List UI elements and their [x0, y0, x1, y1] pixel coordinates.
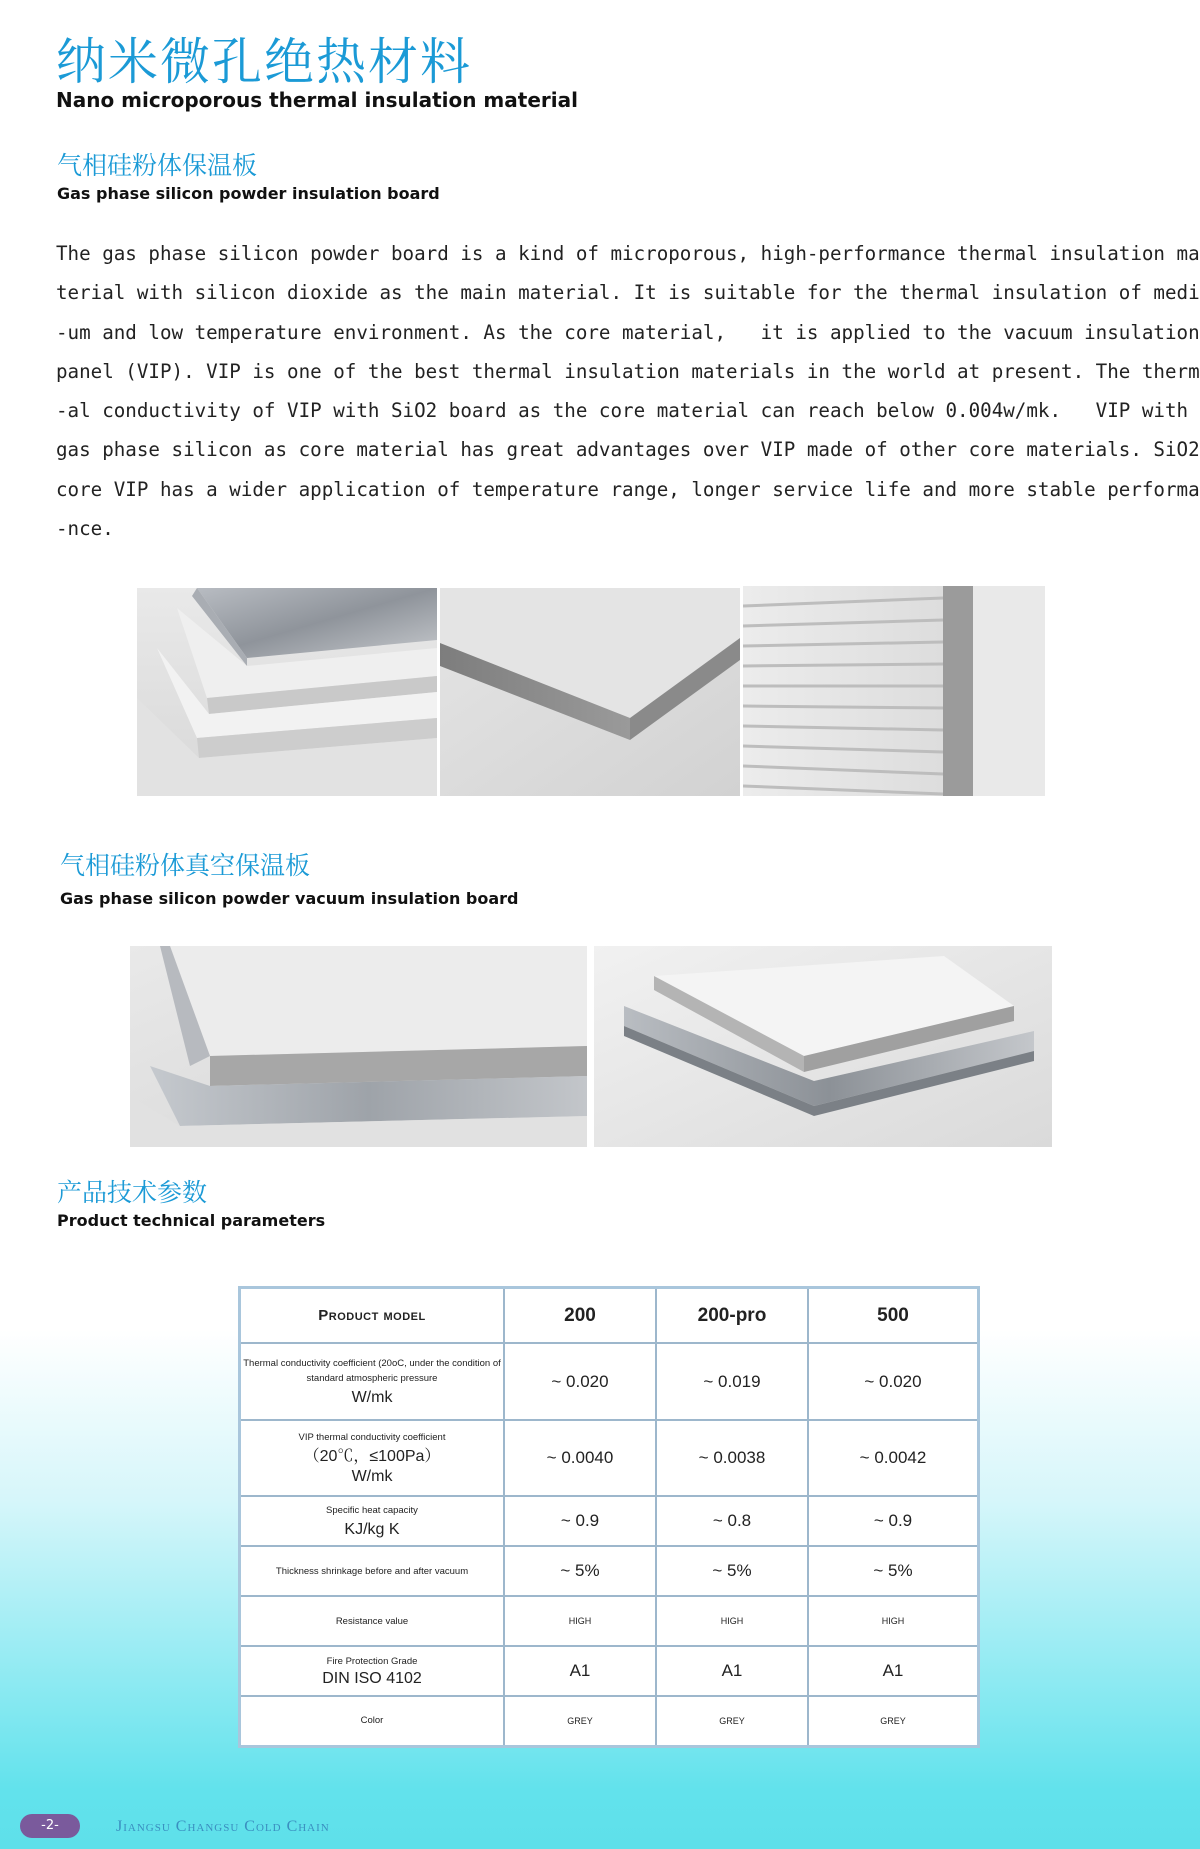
page-number: -2-: [20, 1814, 80, 1838]
row-label: [240, 1343, 505, 1420]
cell-value: ~ 0.0040: [504, 1420, 656, 1496]
photo-vacuum-board-corner: [130, 946, 587, 1147]
cell-value: ~ 0.019: [656, 1343, 808, 1420]
cell-value: ~ 5%: [808, 1546, 979, 1596]
page-title-en: Nano microporous thermal insulation material: [56, 88, 578, 112]
cell-value: ~ 0.8: [656, 1496, 808, 1546]
cell-value: HIGH: [504, 1596, 656, 1646]
company-name: Jiangsu Changsu Cold Chain: [116, 1818, 330, 1835]
page-title-cn: 纳米微孔绝热材料: [56, 33, 472, 91]
row-label-text: Color: [360, 1715, 384, 1727]
section2-title-cn: 气相硅粉体真空保温板: [60, 851, 311, 880]
row-label: [240, 1496, 505, 1546]
row-label: [240, 1420, 505, 1496]
cell-value: GREY: [504, 1696, 656, 1746]
cell-value: ~ 5%: [504, 1546, 656, 1596]
table-row: [240, 1646, 979, 1696]
section3-title-cn: 产品技术参数: [57, 1178, 208, 1207]
table-row: [240, 1496, 979, 1546]
header-product-model: Product model: [240, 1288, 505, 1344]
row-label-text: Thickness shrinkage before and after vacuum: [275, 1565, 469, 1577]
table-row: [240, 1343, 979, 1420]
photo-vacuum-panel-stack: [594, 946, 1052, 1147]
section2-title-en: Gas phase silicon powder vacuum insulation board: [60, 889, 519, 908]
photo-stacked-boards: [137, 588, 437, 796]
table-row: [240, 1596, 979, 1646]
cell-value: ~ 0.0042: [808, 1420, 979, 1496]
row-label-text: VIP thermal conductivity coefficient: [298, 1431, 446, 1443]
row-label: [240, 1696, 505, 1746]
cell-value: ~ 0.9: [504, 1496, 656, 1546]
cell-value: ~ 0.0038: [656, 1420, 808, 1496]
header-model-200: 200: [504, 1288, 656, 1344]
header-model-200-pro: 200-pro: [656, 1288, 808, 1344]
cell-value: ~ 0.020: [504, 1343, 656, 1420]
cell-value: GREY: [656, 1696, 808, 1746]
table-row: [240, 1420, 979, 1496]
table-header-row: [240, 1288, 979, 1344]
table-row: [240, 1546, 979, 1596]
section-title-en: Gas phase silicon powder insulation board: [57, 184, 440, 203]
row-unit: KJ/kg K: [344, 1520, 400, 1538]
row-label-text: Specific heat capacity: [326, 1504, 418, 1516]
cell-value: ~ 5%: [656, 1546, 808, 1596]
row-label-text: Fire Protection Grade: [326, 1655, 418, 1667]
spec-table: [238, 1286, 980, 1748]
photo-board-stack-edge: [743, 586, 1045, 796]
row-label: [240, 1546, 505, 1596]
cell-value: A1: [808, 1646, 979, 1696]
row-label: [240, 1646, 505, 1696]
cell-value: A1: [504, 1646, 656, 1696]
row-unit: W/mk: [351, 1388, 393, 1406]
row-label-condition: （20℃，≤100Pa）: [303, 1447, 441, 1465]
cell-value: ~ 0.9: [808, 1496, 979, 1546]
row-label-text: Thermal conductivity coefficient (20oC, under the condition of standard atmospheric pressure: [243, 1357, 501, 1384]
cell-value: A1: [656, 1646, 808, 1696]
row-unit: W/mk: [351, 1467, 393, 1485]
header-model-500: 500: [808, 1288, 979, 1344]
photo-board-corner: [440, 588, 740, 796]
cell-value: HIGH: [656, 1596, 808, 1646]
row-unit: DIN ISO 4102: [322, 1669, 422, 1687]
description-paragraph: The gas phase silicon powder board is a kind of microporous, high-performance thermal insulation ma terial with silicon dioxide as the main material. It is suitable for the thermal insulation of medi -um and low temperature environment. As the core material, it is applied to the vacuum insulation panel (VIP). VIP is one of the best thermal insulation materials in the world at present. The therm -al conductivity of VIP with SiO2 board as the core material can reach below 0.004w/mk. VIP with gas phase silicon as core material has great advantages over VIP made of other core materials. SiO2 core VIP has a wider application of temperature range, longer service life and more stable performa -nce.: [56, 242, 1200, 541]
table-row: [240, 1696, 979, 1746]
row-label-text: Resistance value: [335, 1615, 409, 1627]
cell-value: HIGH: [808, 1596, 979, 1646]
cell-value: ~ 0.020: [808, 1343, 979, 1420]
section3-title-en: Product technical parameters: [57, 1211, 326, 1230]
row-label: [240, 1596, 505, 1646]
cell-value: GREY: [808, 1696, 979, 1746]
section-title-cn: 气相硅粉体保温板: [57, 151, 258, 180]
